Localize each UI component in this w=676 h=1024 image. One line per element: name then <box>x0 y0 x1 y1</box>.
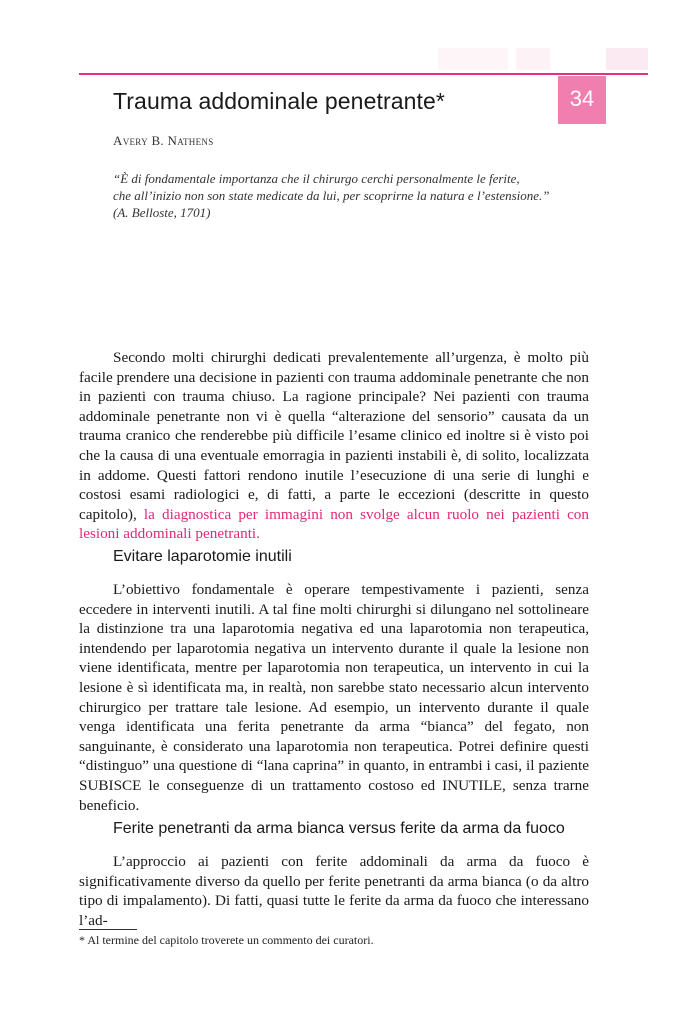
section-text: L’obiettivo fondamentale è operare tempestivamente i pazienti, senza eccedere in interventi inutili. A tal fine molti chirurghi si dilungano nel sottolineare la distinzione tra una laparotomia negativa ed una laparotomia non terapeutica, intendendo per laparotomia negativa un intervento durante il quale la lesione non viene identificata, mentre per laparotomia non terapeutica, un intervento in cui la lesione è sì identificata ma, in realtà, non sarebbe stato necessario alcun intervento chirurgico per trattare tale lesione. Ad esempio, un intervento durante il quale venga identificata una ferita penetrante da arma “bianca” del fegato, non sanguinante, è considerato una laparotomia non terapeutica. Potrei definire questi “distinguo” una questione di “lana caprina” in quanto, in entrambi i casi, il paziente SUBISCE le conseguenze di un trattamento costoso ed INUTILE, senza trarne beneficio. <box>79 581 589 814</box>
section-paragraph <box>79 580 589 815</box>
epigraph-line: che all’inizio non son state medicate da lui, per scoprirne la natura e l’estensione.” <box>113 188 550 203</box>
epigraph-attribution: (A. Belloste, 1701) <box>113 205 211 220</box>
chapter-title: Trauma addominale penetrante* <box>113 88 445 114</box>
header-decoration <box>606 48 648 70</box>
epigraph <box>113 170 593 221</box>
footnote-rule <box>79 929 137 930</box>
section-heading: Evitare laparotomie inutili <box>113 548 292 565</box>
section-text: L’approccio ai pazienti con ferite addominali da arma da fuoco è significativamente diverso da quello per ferite penetranti da arma bianca (o da altro tipo di impalamento). Di fatti, quasi tutte le ferite da arma da fuoco che interessano l’ad- <box>79 853 589 929</box>
header-decoration <box>516 48 550 70</box>
section-paragraph <box>79 852 589 930</box>
chapter-number-badge: 34 <box>558 76 606 124</box>
header-decoration <box>438 48 508 70</box>
epigraph-line: “È di fondamentale importanza che il chirurgo cerchi personalmente le ferite, <box>113 171 520 186</box>
intro-paragraph <box>79 348 589 544</box>
intro-text: Secondo molti chirurghi dedicati prevalentemente all’urgenza, è molto più facile prendere una decisione in pazienti con trauma addominale penetrante che non in pazienti con trauma chiuso. La ragione principale? Nei pazienti con trauma addominale penetrante non vi è quella “alterazione del sensorio” causata da un trauma cranico che renderebbe più difficile l’esame clinico ed inoltre si è visto poi che la causa di una eventuale emorragia in pazienti instabili è, di solito, localizzata in addome. Questi fattori rendono inutile l’esecuzione di una serie di lunghi e costosi esami radiologici e, di fatti, a parte le eccezioni (descritte in questo capitolo), <box>79 349 589 523</box>
chapter-author: Avery B. Nathens <box>113 133 214 148</box>
intro-highlighted-text: la diagnostica per immagini non svolge alcun ruolo nei pazienti con lesioni addominali penetranti. <box>79 505 589 543</box>
section-heading: Ferite penetranti da arma bianca versus ferite da arma da fuoco <box>113 820 565 837</box>
header-rule <box>79 73 648 75</box>
footnote: * Al termine del capitolo troverete un commento dei curatori. <box>79 933 374 947</box>
